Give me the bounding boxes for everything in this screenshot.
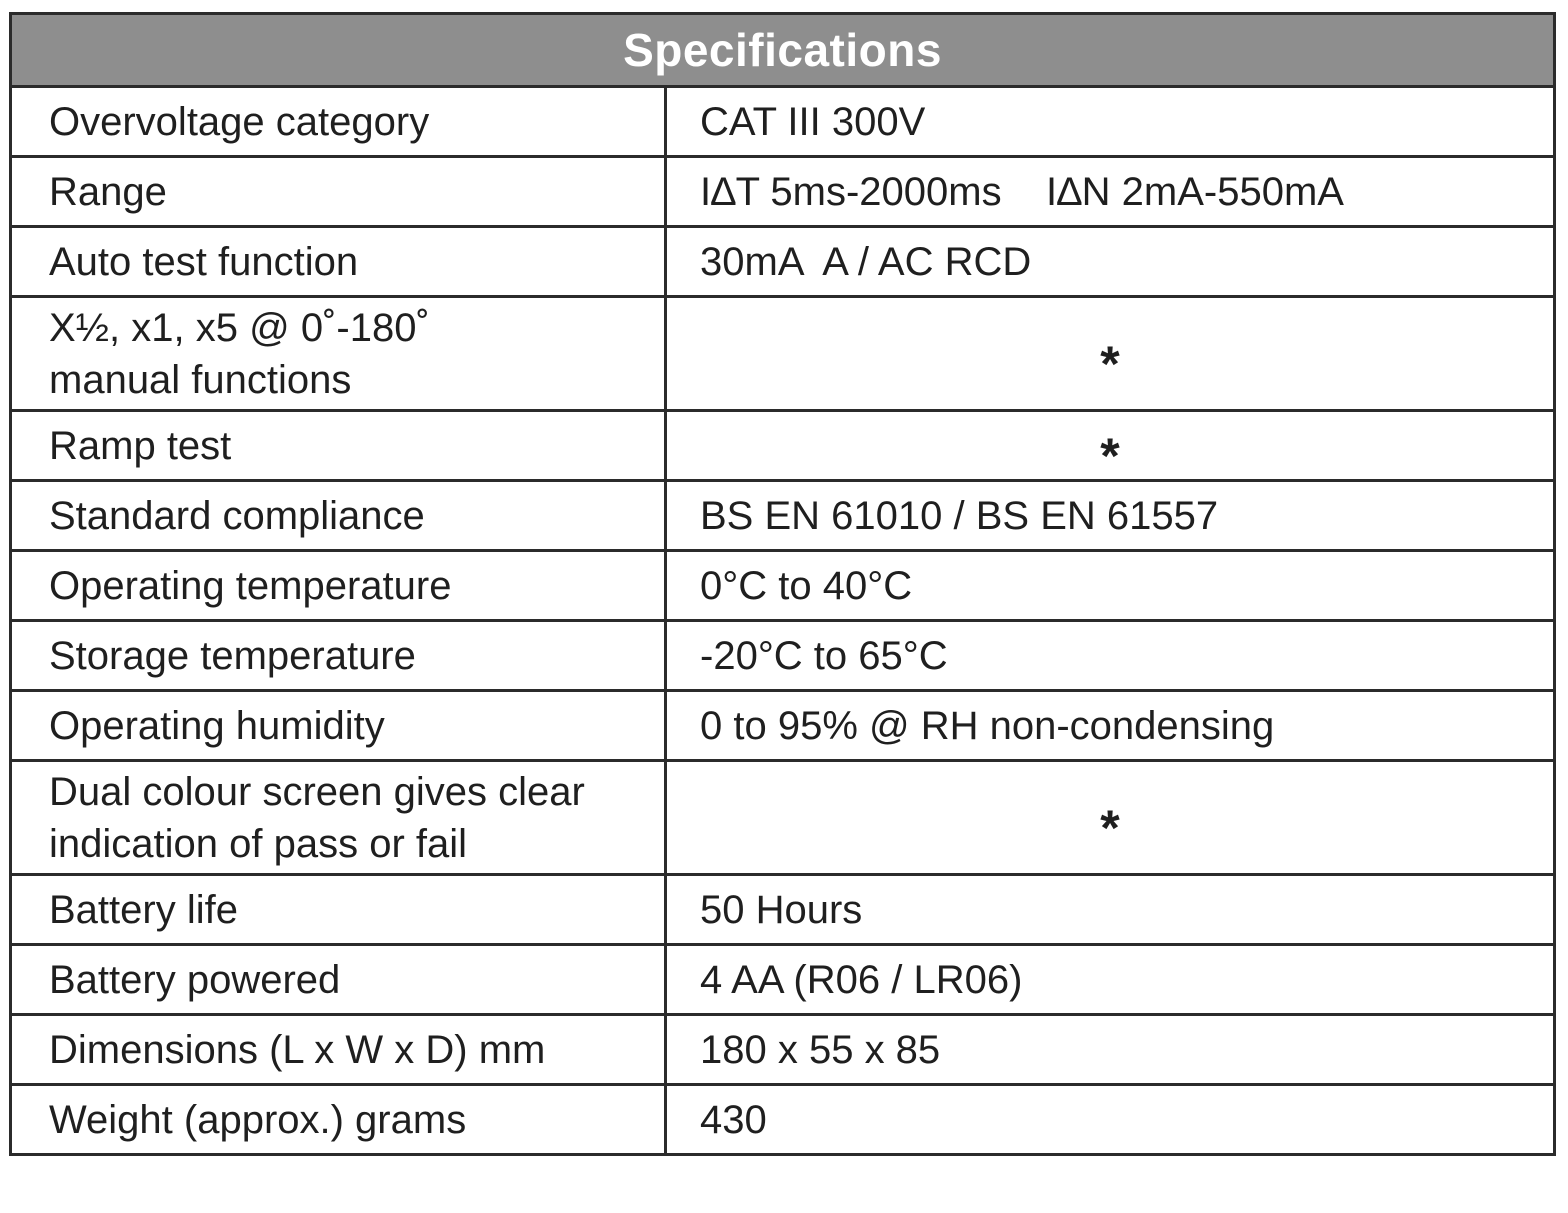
asterisk-mark: * xyxy=(1100,335,1120,392)
spec-value-dual-colour-screen xyxy=(666,761,1555,875)
table-row xyxy=(11,761,1555,875)
table-title: Specifications xyxy=(11,14,1555,87)
table-row xyxy=(11,411,1555,481)
spec-label-weight: Weight (approx.) grams xyxy=(11,1085,666,1155)
spec-label-standard-compliance: Standard compliance xyxy=(11,481,666,551)
table-row xyxy=(11,87,1555,157)
spec-value-weight: 430 xyxy=(666,1085,1555,1155)
spec-value-storage-temperature: -20°C to 65°C xyxy=(666,621,1555,691)
table-row xyxy=(11,481,1555,551)
table-row xyxy=(11,1085,1555,1155)
spec-label-battery-powered: Battery powered xyxy=(11,945,666,1015)
table-row xyxy=(11,875,1555,945)
table-row xyxy=(11,551,1555,621)
asterisk-mark: * xyxy=(1100,799,1120,856)
table-row xyxy=(11,621,1555,691)
table-header-row xyxy=(11,14,1555,87)
spec-label-storage-temperature: Storage temperature xyxy=(11,621,666,691)
spec-label-range: Range xyxy=(11,157,666,227)
spec-value-battery-powered: 4 AA (R06 / LR06) xyxy=(666,945,1555,1015)
spec-label-manual-functions: X½, x1, x5 @ 0˚-180˚ manual functions xyxy=(11,297,666,411)
table-row xyxy=(11,157,1555,227)
spec-value-standard-compliance: BS EN 61010 / BS EN 61557 xyxy=(666,481,1555,551)
spec-value-auto-test-function: 30mA A / AC RCD xyxy=(666,227,1555,297)
spec-value-ramp-test xyxy=(666,411,1555,484)
spec-label-dimensions: Dimensions (L x W x D) mm xyxy=(11,1015,666,1085)
spec-value-manual-functions xyxy=(666,297,1555,411)
spec-value-operating-temperature: 0°C to 40°C xyxy=(666,551,1555,621)
table-row xyxy=(11,1015,1555,1085)
spec-value-dimensions: 180 x 55 x 85 xyxy=(666,1015,1555,1085)
spec-value-range: I∆T 5ms-2000ms I∆N 2mA-550mA xyxy=(666,157,1555,227)
spec-label-ramp-test: Ramp test xyxy=(11,411,666,481)
spec-label-auto-test-function: Auto test function xyxy=(11,227,666,297)
table-row xyxy=(11,227,1555,297)
spec-label-operating-temperature: Operating temperature xyxy=(11,551,666,621)
spec-label-dual-colour-screen: Dual colour screen gives clear indication of pass or fail xyxy=(11,761,666,875)
spec-value-operating-humidity: 0 to 95% @ RH non-condensing xyxy=(666,691,1555,761)
spec-value-battery-life: 50 Hours xyxy=(666,875,1555,945)
spec-value-overvoltage-category: CAT III 300V xyxy=(666,87,1555,157)
spec-label-operating-humidity: Operating humidity xyxy=(11,691,666,761)
table-row xyxy=(11,691,1555,761)
table-row xyxy=(11,945,1555,1015)
spec-label-battery-life: Battery life xyxy=(11,875,666,945)
table-row xyxy=(11,297,1555,411)
specifications-table xyxy=(9,12,1556,1156)
asterisk-mark: * xyxy=(1100,427,1120,484)
spec-label-overvoltage-category: Overvoltage category xyxy=(11,87,666,157)
